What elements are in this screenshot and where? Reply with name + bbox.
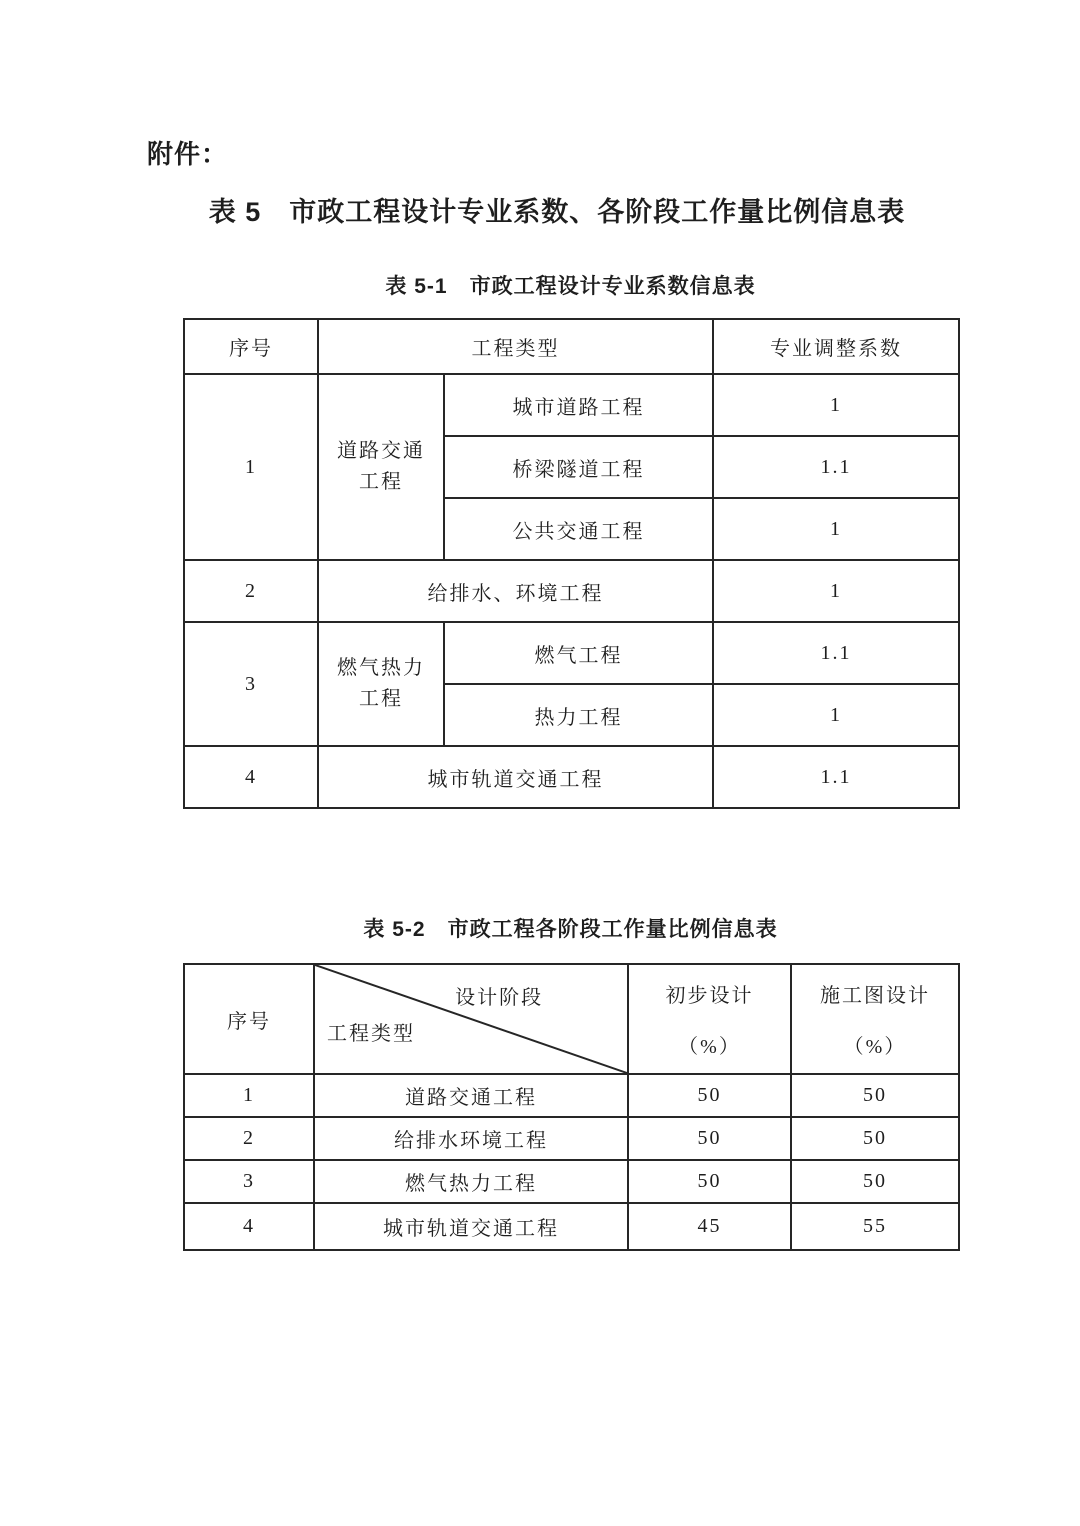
cell-coeff: 1.1 bbox=[713, 436, 959, 498]
attachment-label: 附件： bbox=[147, 139, 229, 169]
table-row bbox=[184, 1160, 959, 1203]
cell-coeff: 1 bbox=[713, 498, 959, 560]
cell-constr: 55 bbox=[791, 1203, 959, 1250]
table-row bbox=[184, 560, 959, 622]
header-preliminary-line2: （%） bbox=[678, 1036, 741, 1058]
table-row bbox=[184, 1117, 959, 1160]
cell-no: 4 bbox=[184, 1203, 314, 1250]
table-row bbox=[184, 622, 959, 684]
cell-prelim: 50 bbox=[628, 1074, 791, 1117]
cell-prelim: 50 bbox=[628, 1160, 791, 1203]
cell-type: 城市轨道交通工程 bbox=[318, 746, 713, 808]
cell-no: 2 bbox=[184, 560, 318, 622]
table-row bbox=[184, 1074, 959, 1117]
cell-group: 道路交通工程 bbox=[318, 374, 444, 560]
cell-type: 给排水环境工程 bbox=[314, 1117, 628, 1160]
cell-no: 3 bbox=[184, 1160, 314, 1203]
cell-type: 城市轨道交通工程 bbox=[314, 1203, 628, 1250]
cell-type: 燃气热力工程 bbox=[314, 1160, 628, 1203]
cell-coeff: 1 bbox=[713, 684, 959, 746]
document-title: 表 5 市政工程设计专业系数、各阶段工作量比例信息表 bbox=[208, 197, 906, 227]
cell-no: 4 bbox=[184, 746, 318, 808]
cell-no: 1 bbox=[184, 1074, 314, 1117]
cell-constr: 50 bbox=[791, 1074, 959, 1117]
header-preliminary-line1: 初步设计 bbox=[665, 985, 754, 1007]
cell-type: 给排水、环境工程 bbox=[318, 560, 713, 622]
cell-type: 城市道路工程 bbox=[444, 374, 713, 436]
table-row bbox=[184, 1203, 959, 1250]
cell-type: 桥梁隧道工程 bbox=[444, 436, 713, 498]
diagonal-label-stage: 设计阶段 bbox=[455, 987, 544, 1009]
cell-constr: 50 bbox=[791, 1160, 959, 1203]
header-construction-line2: （%） bbox=[843, 1036, 907, 1058]
table-5-2 bbox=[183, 963, 960, 1251]
table-5-2-caption: 表 5-2 市政工程各阶段工作量比例信息表 bbox=[363, 918, 778, 941]
header-cell-preliminary-design bbox=[628, 964, 791, 1074]
table-header-row bbox=[184, 319, 959, 374]
table-5-1 bbox=[183, 318, 960, 809]
cell-no: 2 bbox=[184, 1117, 314, 1160]
cell-type: 道路交通工程 bbox=[314, 1074, 628, 1117]
cell-type: 热力工程 bbox=[444, 684, 713, 746]
cell-type: 燃气工程 bbox=[444, 622, 713, 684]
diagonal-header-cell bbox=[314, 964, 628, 1074]
cell-type: 公共交通工程 bbox=[444, 498, 713, 560]
header-cell-coeff: 专业调整系数 bbox=[713, 319, 959, 374]
header-construction-line1: 施工图设计 bbox=[820, 985, 930, 1007]
cell-coeff: 1.1 bbox=[713, 746, 959, 808]
cell-prelim: 50 bbox=[628, 1117, 791, 1160]
cell-coeff: 1 bbox=[713, 560, 959, 622]
cell-no: 3 bbox=[184, 622, 318, 746]
table-header-row bbox=[184, 964, 959, 1074]
cell-prelim: 45 bbox=[628, 1203, 791, 1250]
header-cell-type: 工程类型 bbox=[318, 319, 713, 374]
header-cell-index: 序号 bbox=[184, 319, 318, 374]
table-5-1-caption: 表 5-1 市政工程设计专业系数信息表 bbox=[385, 275, 756, 298]
diagonal-label-type: 工程类型 bbox=[327, 1023, 415, 1045]
header-cell-index: 序号 bbox=[184, 964, 314, 1074]
cell-coeff: 1.1 bbox=[713, 622, 959, 684]
header-cell-construction-drawing bbox=[791, 964, 959, 1074]
cell-no: 1 bbox=[184, 374, 318, 560]
cell-coeff: 1 bbox=[713, 374, 959, 436]
cell-group: 燃气热力工程 bbox=[318, 622, 444, 746]
table-row bbox=[184, 746, 959, 808]
cell-constr: 50 bbox=[791, 1117, 959, 1160]
table-row bbox=[184, 374, 959, 436]
